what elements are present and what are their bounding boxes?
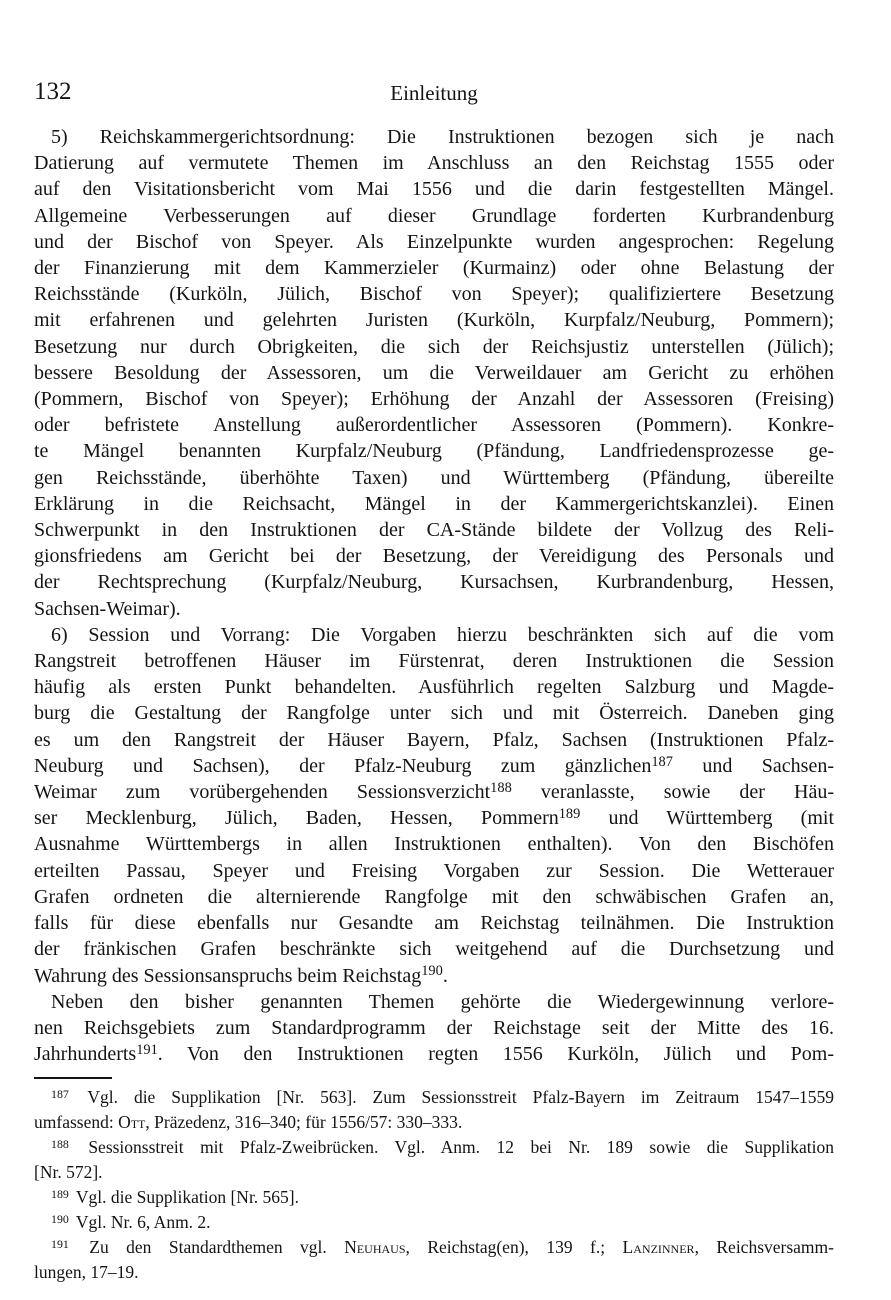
text-line: falls für diese ebenfalls nur Gesandte am Reichstag teilnähmen. Die Instruktion bbox=[34, 912, 834, 935]
footnote-line: $^{187}$ Vgl. die Supplikation [Nr. 563]. Zum Sessionsstreit Pfalz-Bayern im Zeitraum 1547–1559 bbox=[51, 1087, 834, 1107]
text-line: häufig als ersten Punkt behandelten. Ausführlich regelten Salzburg und Magde- bbox=[34, 676, 834, 699]
footnote bbox=[34, 1135, 834, 1185]
text-line: Ausnahme Württembergs in allen Instruktionen enthalten). Von den Bischöfen bbox=[34, 833, 834, 856]
text-line: erteilten Passau, Speyer und Freising Vorgaben zur Session. Die Wetterauer bbox=[34, 859, 834, 882]
text-line: Jahrhunderts$^{191}$. Von den Instruktionen regten 1556 Kurköln, Jülich und Pom- bbox=[34, 1042, 834, 1066]
text-line: Schwerpunkt in den Instruktionen der CA-Stände bildete der Vollzug des Reli- bbox=[34, 519, 834, 542]
text-line: burg die Gestaltung der Rangfolge unter sich und mit Österreich. Daneben ging bbox=[34, 702, 834, 725]
text-line: nen Reichsgebiets zum Standardprogramm der Reichstage seit der Mitte des 16. bbox=[34, 1016, 834, 1039]
footnote bbox=[34, 1085, 834, 1135]
footnote-ref: 191 bbox=[51, 1237, 69, 1252]
text-line: Neuburg und Sachsen), der Pfalz-Neuburg zum gänzlichen$^{187}$ und Sachsen- bbox=[34, 753, 835, 777]
footnote bbox=[34, 1210, 834, 1235]
text-line: 5) Reichskammergerichtsordnung: Die Instruktionen bezogen sich je nach bbox=[51, 126, 834, 148]
text-line: auf den Visitationsbericht vom Mai 1556 und die darin festgestellten Mängel. bbox=[34, 178, 834, 201]
paragraph bbox=[34, 622, 834, 989]
footnote-ref: 190 bbox=[421, 963, 443, 980]
text-line: Datierung auf vermutete Themen im Anschluss an den Reichstag 1555 oder bbox=[34, 152, 834, 175]
footnote bbox=[34, 1235, 834, 1285]
text-line: te Mängel benannten Kurpfalz/Neuburg (Pfändung, Landfriedensprozesse ge- bbox=[34, 440, 834, 463]
page-number: 132 bbox=[34, 78, 72, 105]
text-line: der fränkischen Grafen beschränkte sich weitgehend auf die Durchsetzung und bbox=[34, 938, 834, 961]
footnote-line: umfassend: Ott, Präzedenz, 316–340; für 1556/57: 330–333. bbox=[34, 1112, 463, 1132]
text-line: oder befristete Anstellung außerordentlicher Assessoren (Pommern). Konkre- bbox=[34, 414, 834, 437]
text-line: Allgemeine Verbesserungen auf dieser Grundlage forderten Kurbrandenburg bbox=[34, 204, 834, 227]
paragraph bbox=[34, 124, 834, 622]
text-line: Weimar zum vorübergehenden Sessionsverzicht$^{188}$ veranlasste, sowie der Häu- bbox=[34, 780, 834, 804]
text-line: der Finanzierung mit dem Kammerzieler (Kurmainz) oder ohne Belastung der bbox=[34, 257, 834, 280]
text-line: Neben den bisher genannten Themen gehörte die Wiedergewinnung verlore- bbox=[51, 990, 834, 1013]
text-line: und der Bischof von Speyer. Als Einzelpunkte wurden angesprochen: Regelung bbox=[34, 230, 834, 253]
footnote-ref: 191 bbox=[136, 1042, 158, 1059]
text-line: Rangstreit betroffenen Häuser im Fürstenrat, deren Instruktionen die Session bbox=[34, 650, 834, 673]
footnote-separator-rule bbox=[34, 1077, 112, 1079]
smallcaps-name: Neuhaus bbox=[344, 1237, 406, 1257]
smallcaps-name: Ott bbox=[118, 1112, 146, 1132]
footnote-ref: 190 bbox=[51, 1212, 69, 1227]
footnote-line: lungen, 17–19. bbox=[34, 1262, 139, 1282]
footnote bbox=[34, 1185, 834, 1210]
footnote-line: $^{191}$ Zu den Standardthemen vgl. Neuhaus, Reichstag(en), 139 f.; Lanzinner, Reichsversamm- bbox=[51, 1237, 834, 1257]
paragraph bbox=[34, 989, 834, 1068]
footnote-line: $^{188}$ Sessionsstreit mit Pfalz-Zweibrücken. Vgl. Anm. 12 bei Nr. 189 sowie die Supplikation bbox=[51, 1137, 834, 1157]
text-line: Grafen ordneten die alternierende Rangfolge mit den schwäbischen Grafen an, bbox=[34, 885, 834, 908]
text-line: ser Mecklenburg, Jülich, Baden, Hessen, Pommern$^{189}$ und Württemberg (mit bbox=[34, 806, 834, 830]
footnote-ref: 187 bbox=[651, 753, 673, 770]
text-line: Erklärung in die Reichsacht, Mängel in der Kammergerichtskanzlei). Einen bbox=[34, 492, 834, 515]
text-line: 6) Session und Vorrang: Die Vorgaben hierzu beschränkten sich auf die vom bbox=[51, 623, 834, 646]
footnote-ref: 189 bbox=[51, 1187, 69, 1202]
footnotes-section bbox=[34, 1085, 834, 1285]
footnote-ref: 188 bbox=[490, 780, 512, 797]
text-line: Wahrung des Sessionsanspruchs beim Reichstag$^{190}$. bbox=[34, 963, 448, 987]
smallcaps-name: Lanzinner bbox=[622, 1237, 695, 1257]
footnote-ref: 189 bbox=[558, 806, 581, 823]
text-line: gionsfriedens am Gericht bei der Besetzung, der Vereidigung des Personals und bbox=[34, 545, 834, 568]
footnote-line: $^{189}$ Vgl. die Supplikation [Nr. 565]. bbox=[51, 1187, 300, 1207]
running-header bbox=[34, 78, 834, 108]
footnote-ref: 188 bbox=[51, 1137, 69, 1152]
text-line: (Pommern, Bischof von Speyer); Erhöhung der Anzahl der Assessoren (Freising) bbox=[34, 388, 834, 411]
text-line: der Rechtsprechung (Kurpfalz/Neuburg, Kursachsen, Kurbrandenburg, Hessen, bbox=[34, 571, 834, 594]
text-line: Reichsstände (Kurköln, Jülich, Bischof von Speyer); qualifiziertere Besetzung bbox=[34, 283, 834, 306]
text-line: Sachsen-Weimar). bbox=[34, 597, 181, 620]
running-title: Einleitung bbox=[390, 81, 478, 105]
text-line: mit erfahrenen und gelehrten Juristen (Kurköln, Kurpfalz/Neuburg, Pommern); bbox=[34, 309, 834, 332]
body-text bbox=[34, 124, 834, 1067]
text-line: es um den Rangstreit der Häuser Bayern, Pfalz, Sachsen (Instruktionen Pfalz- bbox=[34, 728, 834, 751]
footnote-line: $^{190}$ Vgl. Nr. 6, Anm. 2. bbox=[51, 1212, 211, 1232]
footnote-ref: 187 bbox=[51, 1087, 69, 1102]
text-line: gen Reichsstände, überhöhte Taxen) und Württemberg (Pfändung, übereilte bbox=[34, 466, 834, 489]
text-line: bessere Besoldung der Assessoren, um die Verweildauer am Gericht zu erhöhen bbox=[34, 361, 834, 384]
text-line: Besetzung nur durch Obrigkeiten, die sich der Reichsjustiz unterstellen (Jülich); bbox=[34, 335, 834, 358]
footnote-line: [Nr. 572]. bbox=[34, 1162, 103, 1182]
